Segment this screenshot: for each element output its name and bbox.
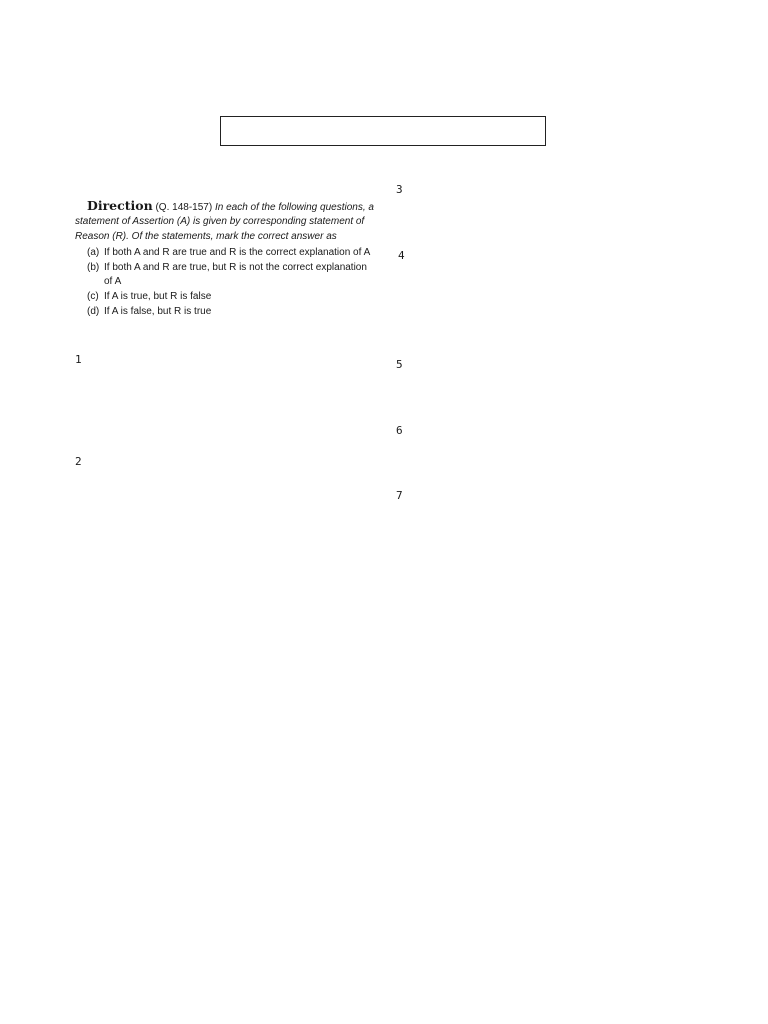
option-text: If A is true, but R is false — [104, 290, 212, 302]
header-blank-box — [220, 116, 546, 146]
question-number-4: 4 — [398, 249, 405, 262]
option-label: (c) — [87, 290, 99, 302]
question-number-2: 2 — [75, 455, 82, 468]
option-d — [75, 305, 375, 319]
option-a — [75, 246, 375, 260]
option-b — [75, 261, 375, 289]
direction-heading: Direction — [87, 198, 153, 213]
direction-block — [75, 199, 375, 320]
option-text: If A is false, but R is true — [104, 305, 212, 317]
question-number-3: 3 — [396, 183, 403, 196]
options-list — [75, 246, 375, 319]
option-text: If both A and R are true, but R is not the correct explanation of A — [104, 261, 367, 287]
question-number-7: 7 — [396, 489, 403, 502]
direction-text: In each of the following questions, a statement of Assertion (A) is given by corresponding statement of Reason (R). Of the statements, mark the correct answer as — [75, 202, 374, 242]
question-number-1: 1 — [75, 353, 82, 366]
direction-range: (Q. 148-157) — [155, 202, 213, 213]
option-text: If both A and R are true and R is the correct explanation of A — [104, 246, 371, 258]
option-label: (a) — [87, 246, 100, 258]
question-number-5: 5 — [396, 358, 403, 371]
option-label: (d) — [87, 305, 100, 317]
option-label: (b) — [87, 261, 100, 273]
option-c — [75, 290, 375, 304]
question-number-6: 6 — [396, 424, 403, 437]
